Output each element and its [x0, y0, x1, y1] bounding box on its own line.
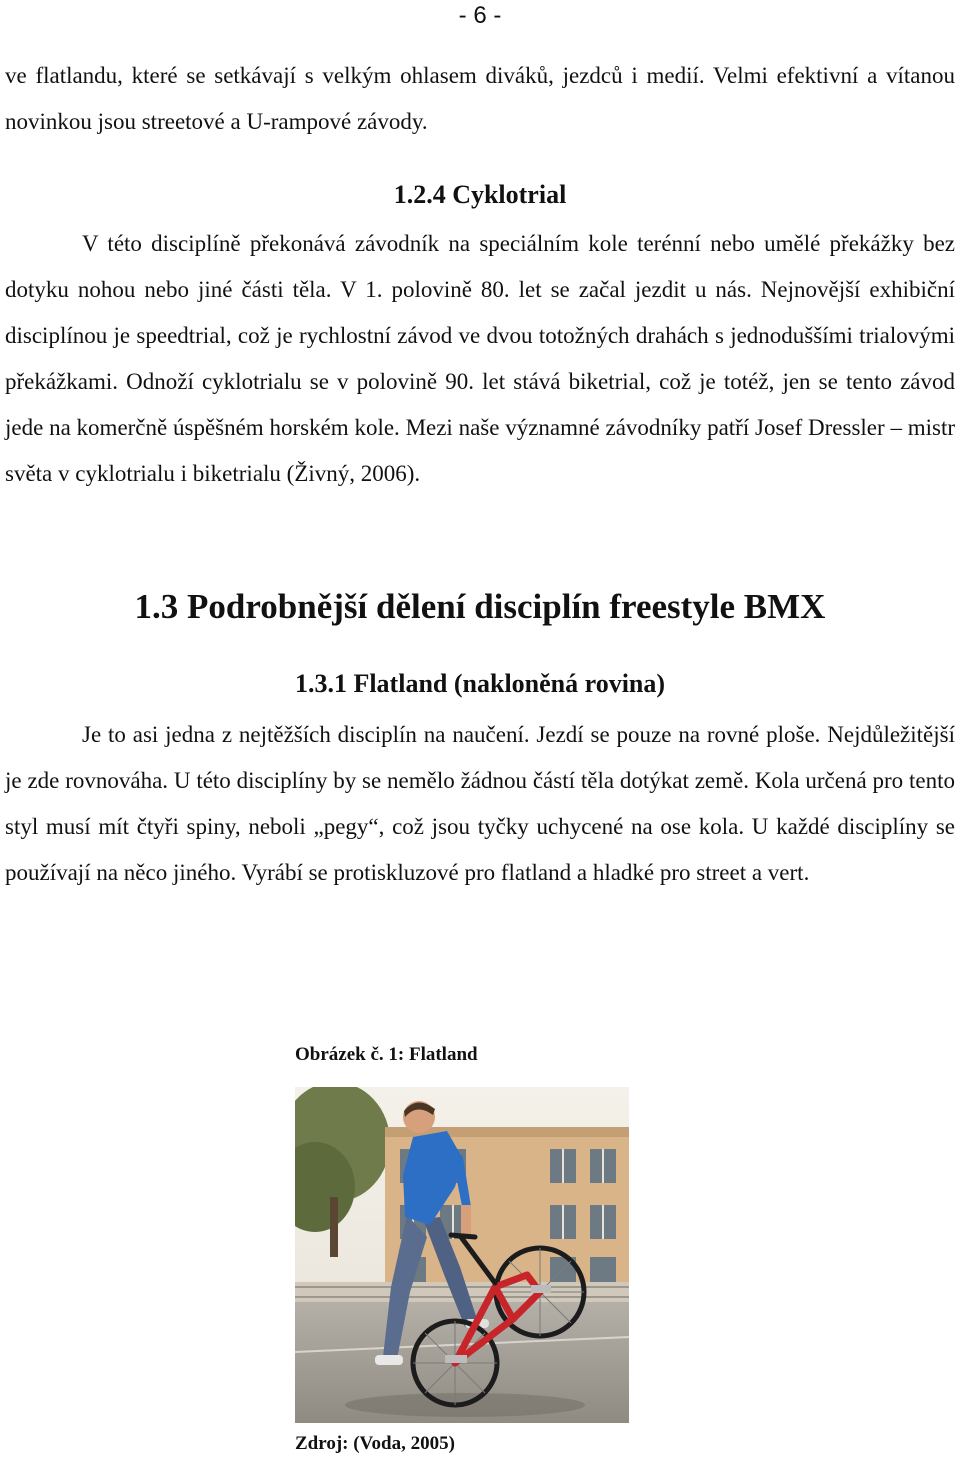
flatland-section	[5, 664, 955, 896]
cyklotrial-paragraph: V této disciplíně překonává závodník na speciálním kole terénní nebo umělé překážky bez dotyku nohou nebo jiné části těla. V 1. polovině 80. let se začal jezdit u nás. Nejnovější exhibiční disciplínou je speedtrial, což je rychlostní závod ve dvou totožných drahách s jednoduššími trialovými překážkami. Odnoží cyklotrialu se v polovině 90. let stává biketrial, což je totéž, jen se tento závod jede na komerčně úspěšném horském kole. Mezi naše významné závodníky patří Josef Dressler – mistr světa v cyklotrialu i biketrialu (Živný, 2006).	[5, 231, 955, 486]
page-number: - 6 -	[458, 2, 502, 29]
intro-block	[5, 53, 955, 145]
detail-section	[5, 585, 955, 629]
detail-heading: 1.3 Podrobnější dělení disciplín freestyle BMX	[134, 587, 826, 626]
intro-paragraph: ve flatlandu, které se setkávají s velkým ohlasem diváků, jezdců i medií. Velmi efektivní a vítanou novinkou jsou streetové a U-rampové závody.	[5, 63, 955, 134]
flatland-photo	[295, 1087, 629, 1423]
cyklotrial-heading: 1.2.4 Cyklotrial	[393, 180, 567, 209]
flatland-paragraph: Je to asi jedna z nejtěžších disciplín na naučení. Jezdí se pouze na rovné ploše. Nejdůležitější je zde rovnováha. U této disciplíny by se nemělo žádnou částí těla dotýkat země. Kola určená pro tento styl musí mít čtyři spiny, neboli „pegy“, což jsou tyčky uchycené na ose kola. U každé disciplíny se používají na něco jiného. Vyrábí se protiskluzové pro flatland a hladké pro street a vert.	[5, 722, 955, 885]
cyklotrial-section	[5, 175, 955, 497]
figure-source: Zdroj: (Voda, 2005)	[295, 1433, 455, 1454]
flatland-heading: 1.3.1 Flatland (nakloněná rovina)	[294, 669, 666, 698]
flatland-photo-illustration	[295, 1087, 629, 1423]
figure-caption: Obrázek č. 1: Flatland	[295, 1044, 478, 1065]
